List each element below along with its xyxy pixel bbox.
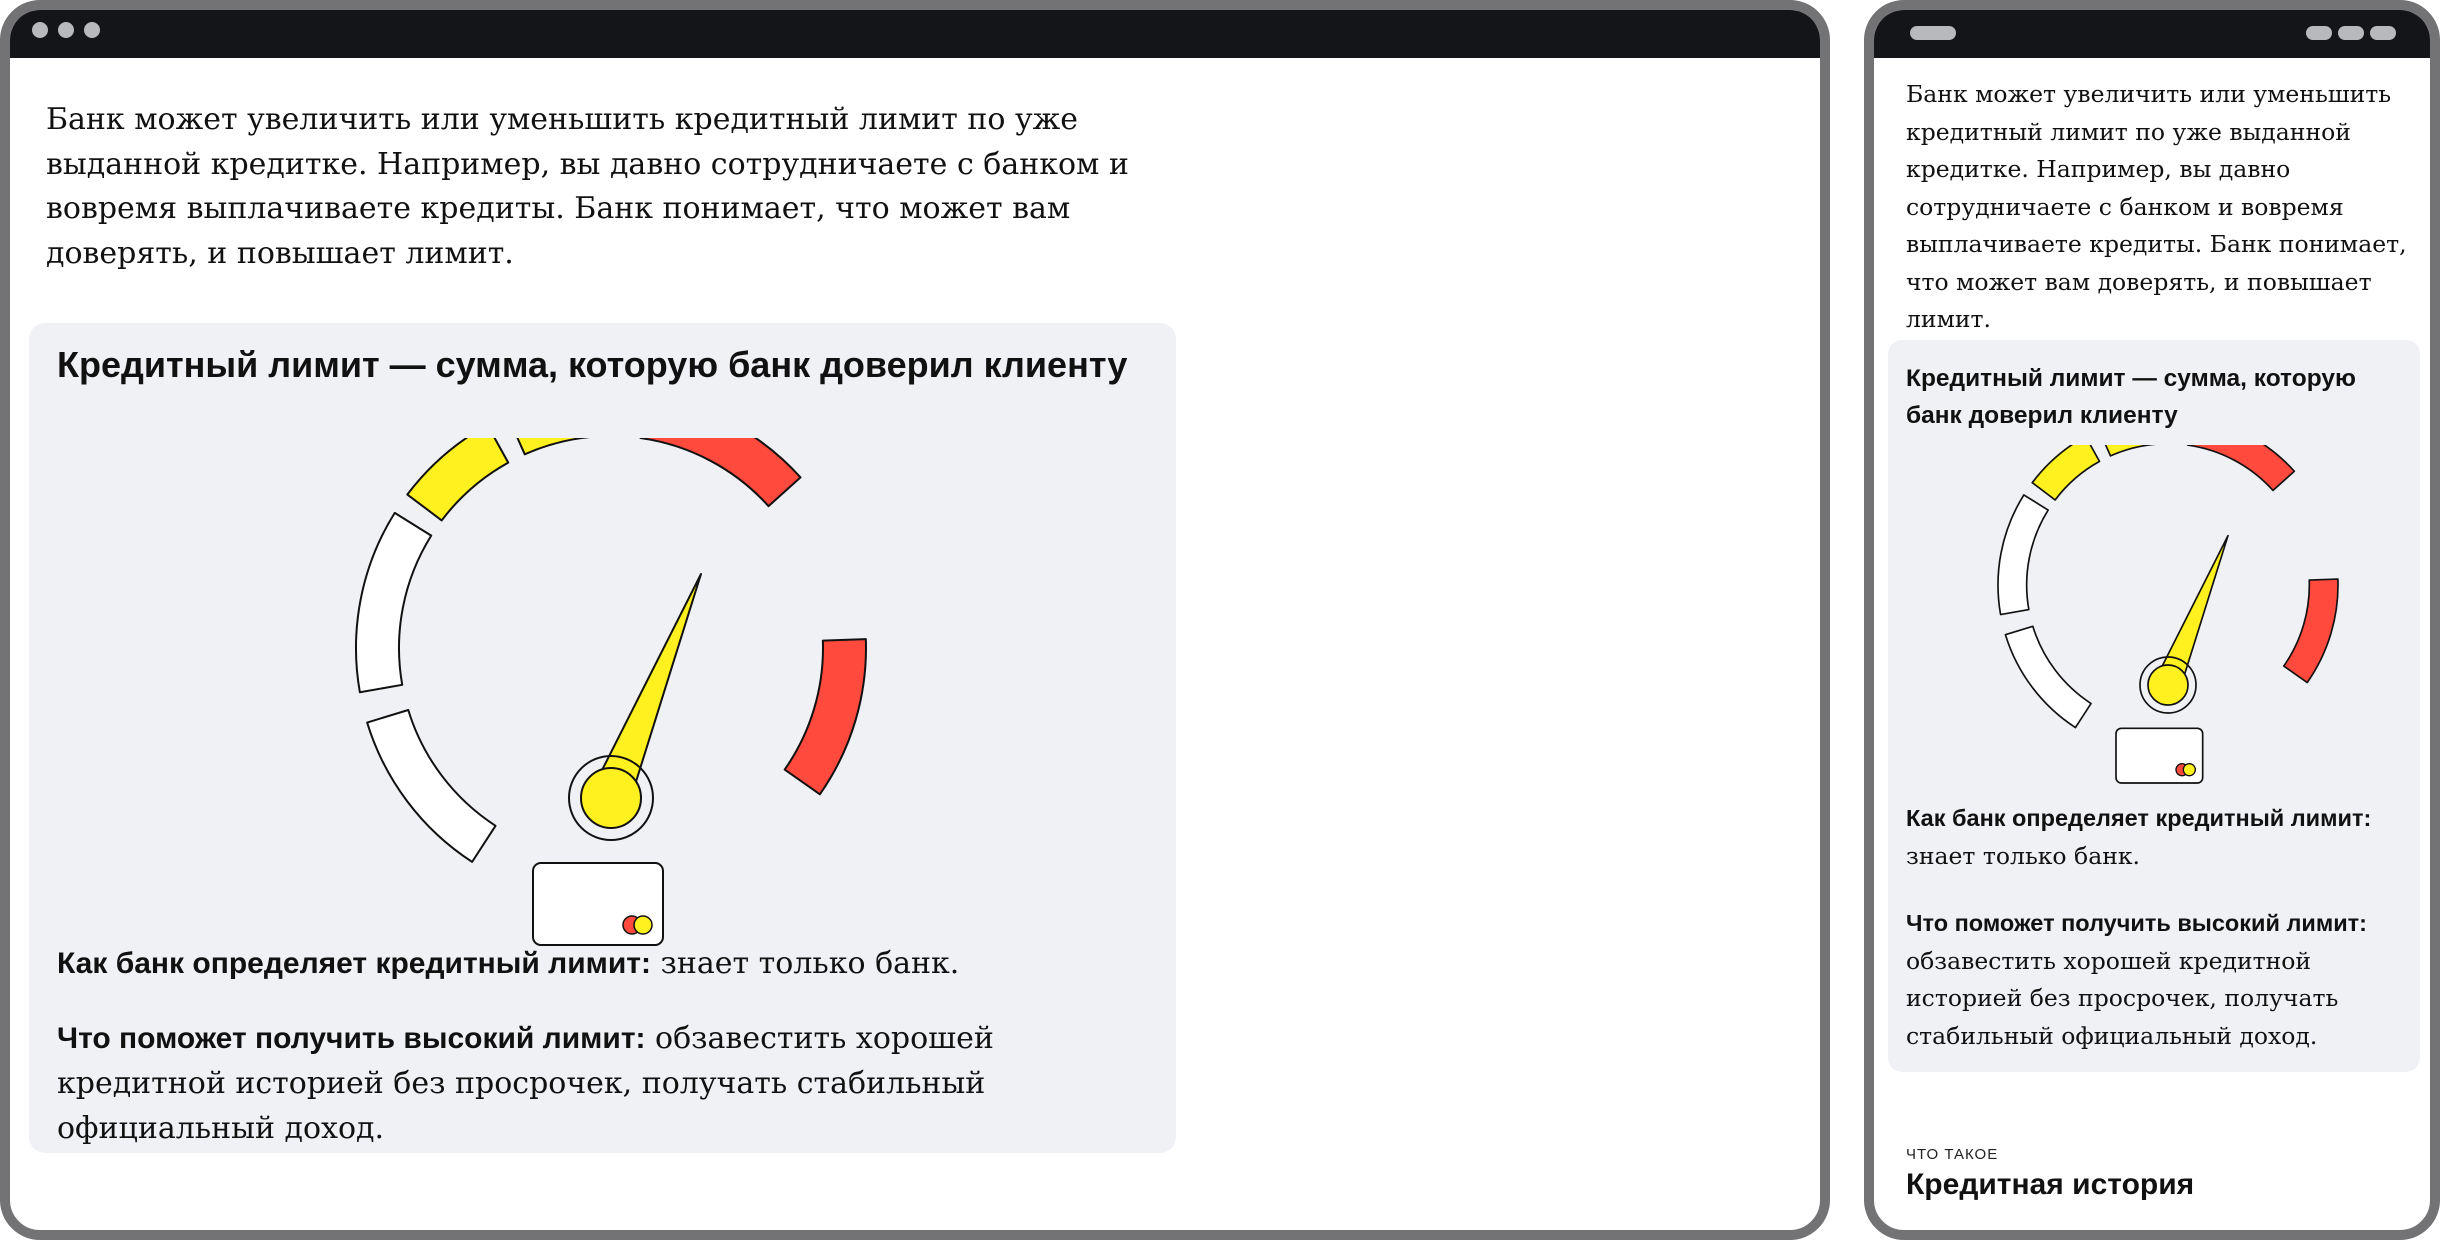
next-article-link[interactable]: Кредитная история — [1906, 1168, 2195, 1201]
gauge-segment — [785, 639, 866, 794]
gauge-segment — [356, 513, 431, 692]
how-limit-text: знает только банк. — [1906, 841, 2141, 870]
gauge-segment — [2188, 445, 2295, 490]
gauge-segment — [2005, 626, 2091, 727]
high-limit-text: обзавестить хорошей кредитной историей без просрочек, получать стабильный официальный доход. — [1906, 946, 2339, 1050]
gauge-segment — [641, 438, 801, 506]
how-get-high-limit — [57, 1016, 1147, 1151]
window-titlebar — [10, 10, 1820, 58]
credit-card-icon — [533, 863, 663, 945]
needle-hub — [581, 768, 641, 828]
window-dot-icon[interactable] — [58, 22, 74, 38]
card-title: Кредитный лимит — сумма, которую банк доверил клиенту — [1906, 365, 2356, 429]
gauge-segment — [507, 438, 615, 454]
intro-paragraph: Банк может увеличить или уменьшить кредитный лимит по уже выданной кредитке. Например, вы давно сотрудничаете с банком и вовремя выплачиваете кредиты. Банк понимает, что может вам доверять, и повышает лимит. — [1906, 80, 2407, 333]
status-pill-icon — [2306, 26, 2332, 40]
high-limit-label: Что поможет получить высокий лимит: — [1906, 910, 2367, 936]
speedometer-gauge — [1948, 445, 2348, 785]
gauge-segment — [2099, 445, 2171, 456]
status-pill-icon — [1910, 26, 1956, 40]
gauge-segment — [2032, 445, 2099, 500]
status-pill-icon — [2370, 26, 2396, 40]
intro-paragraph: Банк может увеличить или уменьшить кредитный лимит по уже выданной кредитке. Например, вы давно сотрудничаете с банком и вовремя выплачиваете кредиты. Банк понимает, что может вам доверять, и повышает лимит. — [46, 102, 1129, 271]
gauge-segment — [367, 710, 495, 862]
gauge-segment — [407, 438, 508, 520]
speedometer-gauge — [281, 438, 881, 948]
info-card — [29, 323, 1176, 1153]
how-limit-label: Как банк определяет кредитный лимит: — [57, 947, 651, 980]
mobile-statusbar — [1874, 10, 2430, 58]
how-get-high-limit — [1906, 905, 2416, 1055]
gauge-segment — [2284, 579, 2338, 682]
needle-hub — [2148, 665, 2188, 705]
how-limit-defined — [1906, 800, 2416, 875]
window-dot-icon[interactable] — [32, 22, 48, 38]
how-limit-text: знает только банк. — [651, 946, 960, 981]
how-limit-defined — [57, 941, 1147, 986]
card-title: Кредитный лимит — сумма, которую банк доверил клиенту — [57, 344, 1128, 385]
window-dot-icon[interactable] — [84, 22, 100, 38]
high-limit-text: обзавестить хорошей кредитной историей без просрочек, получать стабильный официальный доход. — [57, 1021, 994, 1146]
how-limit-label: Как банк определяет кредитный лимит: — [1906, 805, 2372, 831]
info-card — [1888, 340, 2420, 1072]
gauge-segment — [1998, 495, 2048, 615]
section-eyebrow: ЧТО ТАКОЕ — [1906, 1146, 1999, 1163]
high-limit-label: Что поможет получить высокий лимит: — [57, 1022, 646, 1055]
status-pill-icon — [2338, 26, 2364, 40]
mobile-window — [1864, 0, 2440, 1240]
credit-card-icon — [2116, 728, 2203, 783]
